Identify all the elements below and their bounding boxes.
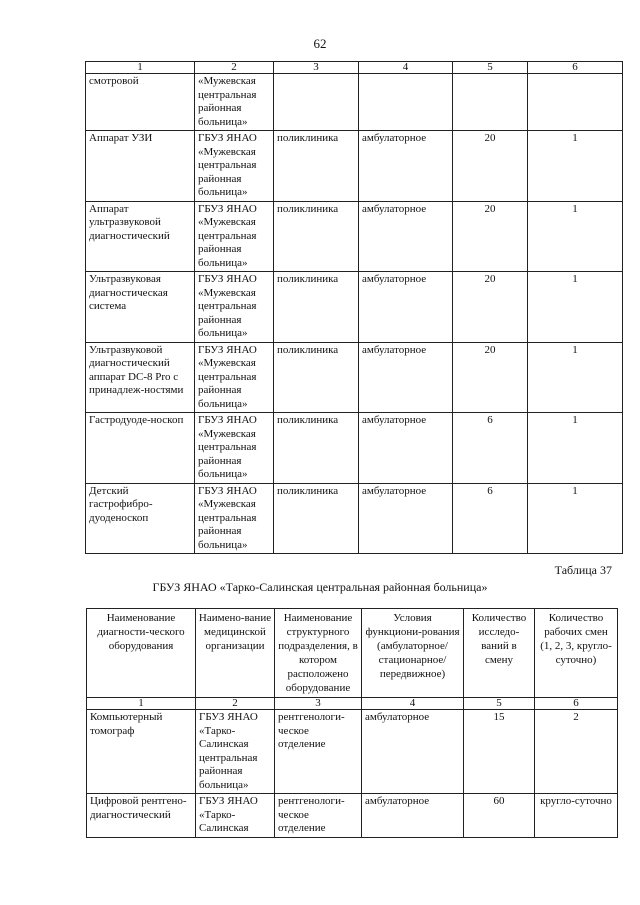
studies-count-cell: 60 bbox=[464, 794, 535, 838]
department-cell: рентгенологи-ческое отделение bbox=[275, 710, 362, 794]
table-row bbox=[87, 710, 618, 794]
studies-count-cell: 6 bbox=[453, 483, 528, 554]
column-number-row bbox=[87, 698, 618, 710]
column-number: 5 bbox=[464, 698, 535, 710]
department-cell: поликлиника bbox=[274, 201, 359, 272]
column-number: 6 bbox=[535, 698, 618, 710]
equipment-name-cell: Детский гастрофибро-дуоденоскоп bbox=[86, 483, 195, 554]
department-cell: поликлиника bbox=[274, 272, 359, 343]
equipment-name-cell: Ультразвуковая диагностическая система bbox=[86, 272, 195, 343]
page-number: 62 bbox=[313, 36, 327, 51]
column-header: Наименование структурного подразделения, в котором расположено оборудование bbox=[275, 609, 362, 698]
column-number: 1 bbox=[87, 698, 196, 710]
equipment-name-cell: Аппарат ультразвуковой диагностический bbox=[86, 201, 195, 272]
column-number: 4 bbox=[362, 698, 464, 710]
studies-count-cell: 20 bbox=[453, 131, 528, 202]
conditions-cell: амбулаторное bbox=[359, 131, 453, 202]
studies-count-cell: 6 bbox=[453, 413, 528, 484]
equipment-name-cell: смотровой bbox=[86, 74, 195, 131]
table-row bbox=[86, 483, 623, 554]
shifts-count-cell: 1 bbox=[528, 413, 623, 484]
organization-cell: ГБУЗ ЯНАО «Тарко-Салинская bbox=[196, 794, 275, 838]
column-number: 3 bbox=[274, 62, 359, 74]
equipment-name-cell: Аппарат УЗИ bbox=[86, 131, 195, 202]
column-number: 4 bbox=[359, 62, 453, 74]
studies-count-cell: 15 bbox=[464, 710, 535, 794]
equipment-name-cell: Ультразвуковой диагностический аппарат DC-8 Pro с принадлеж-ностями bbox=[86, 342, 195, 413]
table-label: Таблица 37 bbox=[554, 563, 612, 577]
table-row bbox=[86, 413, 623, 484]
table-row bbox=[86, 131, 623, 202]
organization-cell: ГБУЗ ЯНАО «Мужевская центральная районная больница» bbox=[195, 483, 274, 554]
shifts-count-cell: 1 bbox=[528, 342, 623, 413]
organization-cell: ГБУЗ ЯНАО «Мужевская центральная районная больница» bbox=[195, 342, 274, 413]
conditions-cell: амбулаторное bbox=[359, 483, 453, 554]
department-cell bbox=[274, 74, 359, 131]
shifts-count-cell: 1 bbox=[528, 272, 623, 343]
equipment-name-cell: Гастродуоде-носкоп bbox=[86, 413, 195, 484]
column-number-row bbox=[86, 62, 623, 74]
conditions-cell bbox=[359, 74, 453, 131]
column-header: Количество исследо-ваний в смену bbox=[464, 609, 535, 698]
equipment-table-37 bbox=[86, 608, 618, 838]
column-number: 3 bbox=[275, 698, 362, 710]
department-cell: поликлиника bbox=[274, 413, 359, 484]
department-cell: поликлиника bbox=[274, 342, 359, 413]
shifts-count-cell: 1 bbox=[528, 201, 623, 272]
department-cell: рентгенологи-ческое отделение bbox=[275, 794, 362, 838]
column-header: Количество рабочих смен (1, 2, 3, кругло-суточно) bbox=[535, 609, 618, 698]
column-number: 6 bbox=[528, 62, 623, 74]
department-cell: поликлиника bbox=[274, 483, 359, 554]
studies-count-cell bbox=[453, 74, 528, 131]
shifts-count-cell bbox=[528, 74, 623, 131]
department-cell: поликлиника bbox=[274, 131, 359, 202]
studies-count-cell: 20 bbox=[453, 342, 528, 413]
shifts-count-cell: 1 bbox=[528, 131, 623, 202]
conditions-cell: амбулаторное bbox=[362, 710, 464, 794]
column-header: Наимено-вание медицинской организации bbox=[196, 609, 275, 698]
equipment-name-cell: Компьютерный томограф bbox=[87, 710, 196, 794]
conditions-cell: амбулаторное bbox=[359, 342, 453, 413]
organization-cell: ГБУЗ ЯНАО «Мужевская центральная районная больница» bbox=[195, 413, 274, 484]
conditions-cell: амбулаторное bbox=[362, 794, 464, 838]
studies-count-cell: 20 bbox=[453, 272, 528, 343]
table-row bbox=[86, 201, 623, 272]
table-row bbox=[86, 342, 623, 413]
column-number: 5 bbox=[453, 62, 528, 74]
studies-count-cell: 20 bbox=[453, 201, 528, 272]
table-title: ГБУЗ ЯНАО «Тарко-Салинская центральная районная больница» bbox=[152, 580, 488, 594]
organization-cell: «Мужевская центральная районная больница» bbox=[195, 74, 274, 131]
conditions-cell: амбулаторное bbox=[359, 272, 453, 343]
organization-cell: ГБУЗ ЯНАО «Мужевская центральная районная больница» bbox=[195, 272, 274, 343]
table-row bbox=[87, 794, 618, 838]
column-number: 2 bbox=[195, 62, 274, 74]
column-number: 1 bbox=[86, 62, 195, 74]
organization-cell: ГБУЗ ЯНАО «Тарко-Салинская центральная районная больница» bbox=[196, 710, 275, 794]
table-row bbox=[86, 272, 623, 343]
header-row bbox=[87, 609, 618, 698]
column-number: 2 bbox=[196, 698, 275, 710]
conditions-cell: амбулаторное bbox=[359, 413, 453, 484]
table-row bbox=[86, 74, 623, 131]
column-header: Наименование диагности-ческого оборудования bbox=[87, 609, 196, 698]
equipment-name-cell: Цифровой рентгено-диагностический bbox=[87, 794, 196, 838]
shifts-count-cell: 2 bbox=[535, 710, 618, 794]
organization-cell: ГБУЗ ЯНАО «Мужевская центральная районная больница» bbox=[195, 201, 274, 272]
organization-cell: ГБУЗ ЯНАО «Мужевская центральная районная больница» bbox=[195, 131, 274, 202]
conditions-cell: амбулаторное bbox=[359, 201, 453, 272]
equipment-table-continued bbox=[85, 61, 623, 554]
column-header: Условия функциони-рования (амбулаторное/ стационарное/ передвижное) bbox=[362, 609, 464, 698]
shifts-count-cell: кругло-суточно bbox=[535, 794, 618, 838]
shifts-count-cell: 1 bbox=[528, 483, 623, 554]
